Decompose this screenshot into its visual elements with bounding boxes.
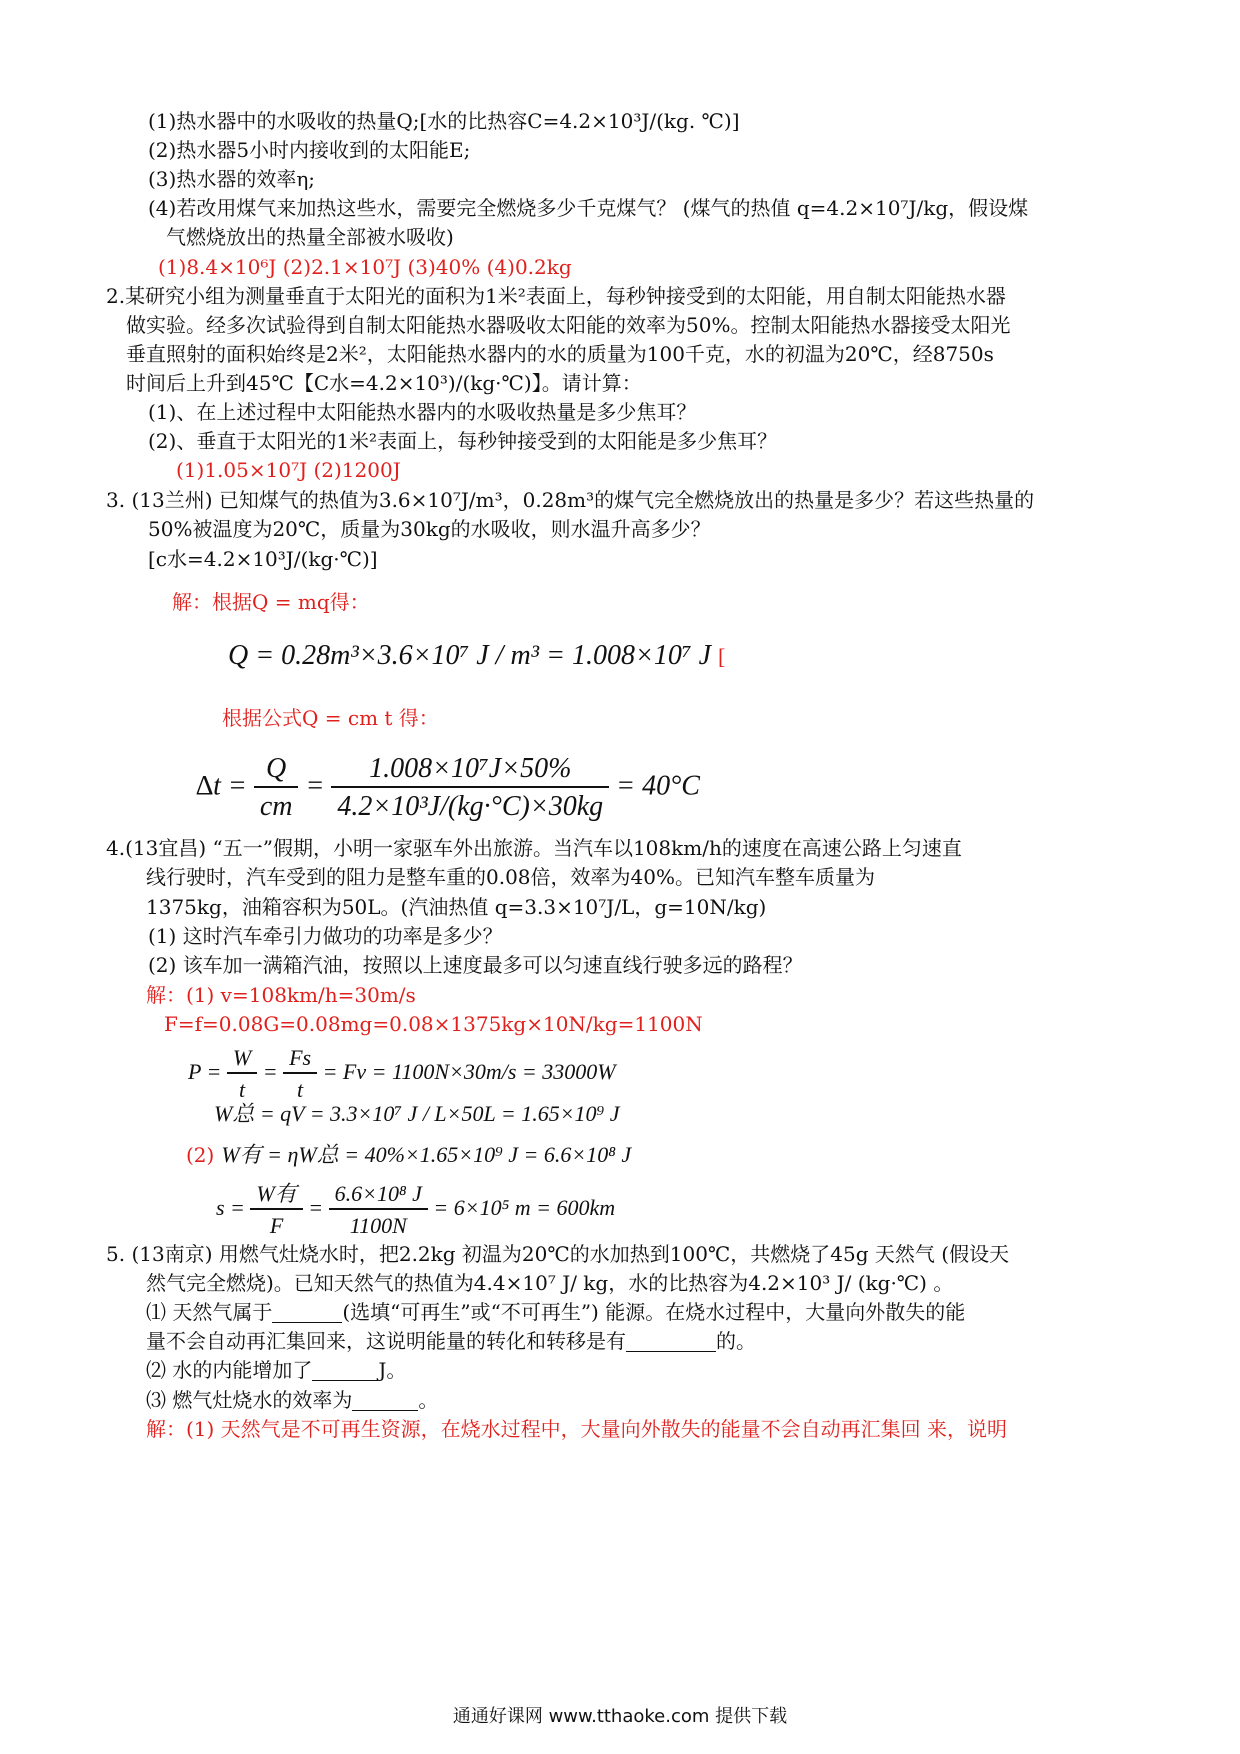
fraction-denominator: F xyxy=(250,1208,302,1240)
q5-part1-cont-lead: 量不会自动再汇集回来，这说明能量的转化和转移是有 xyxy=(146,1329,626,1353)
q1-part2: (2)热水器5小时内接收到的太阳能E; xyxy=(148,138,471,162)
q1-answers: (1)8.4×10⁶J (2)2.1×10⁷J (3)40% (4)0.2kg xyxy=(158,255,572,279)
fraction-denominator: t xyxy=(283,1072,317,1104)
q4-text-3: 1375kg，油箱容积为50L。(汽油热值 q=3.3×10⁷J/L，g=10N/kg) xyxy=(146,895,767,919)
q4-distance-equation: s = $\frac{\text{W有}}{F}$ = $\frac{\text{6.6×10⁸ J}}{1100N}$ = 6×10⁵ m = 600km xyxy=(216,1181,616,1238)
fraction-numerator: Q xyxy=(266,753,287,784)
q3-text-2: 50%被温度为20℃，质量为30kg的水吸收，则水温升高多少？ xyxy=(148,517,711,541)
fraction-numerator: Fs xyxy=(289,1045,312,1070)
q4-part2: (2) 该车加一满箱汽油，按照以上速度最多可以匀速直线行驶多远的路程？ xyxy=(148,953,803,977)
fraction-numerator: 1.008×10⁷J×50% xyxy=(369,753,572,784)
q4-total-work: W总 = qV = 3.3×10⁷ J / L×50L = 1.65×10⁹ J xyxy=(214,1101,620,1126)
distance-symbol: s = xyxy=(216,1195,245,1221)
q4-solution-1: 解：(1) v=108km/h=30m/s xyxy=(146,983,416,1007)
answer-blank[interactable] xyxy=(272,1300,342,1323)
fraction-denominator: 4.2×10³J/(kg·°C)×30kg xyxy=(331,786,609,824)
q1-part4-cont: 气燃烧放出的热量全部被水吸收) xyxy=(166,225,454,249)
q5-part1-cont xyxy=(146,1327,756,1355)
q4-fraction-fs-over-t xyxy=(283,1044,317,1104)
power-symbol: P = xyxy=(188,1059,222,1085)
q3-heat-equation xyxy=(228,642,725,671)
q2-part2: (2)、垂直于太阳光的1米²表面上，每秒钟接受到的太阳能是多少焦耳？ xyxy=(148,429,778,453)
fraction-numerator: W xyxy=(232,1045,252,1070)
q4-useful-work-equation: W有 = ηW总 = 40%×1.65×10⁹ J = 6.6×10⁸ J xyxy=(221,1142,632,1167)
q5-part1-lead: ⑴ 天然气属于 xyxy=(146,1300,273,1324)
q4-power-result: = Fv = 1100N×30m/s = 33000W xyxy=(322,1059,616,1085)
q4-power-equation: P = $\frac{W}{t}$ = $\frac{Fs}{t}$ = Fv = 1100N×30m/s = 33000W xyxy=(188,1045,616,1102)
q4-fraction-values xyxy=(329,1180,428,1240)
q2-text-1: 2.某研究小组为测量垂直于太阳光的面积为1米²表面上，每秒钟接受到的太阳能，用自制太阳能热水器 xyxy=(106,284,1006,308)
q5-part1-cont-trail: 的。 xyxy=(716,1329,756,1353)
q5-part3 xyxy=(146,1386,438,1414)
q1-part4: (4)若改用煤气来加热这些水，需要完全燃烧多少千克煤气？ (煤气的热值 q=4.2×10⁷J/kg，假设煤 xyxy=(148,196,1029,220)
fraction-denominator: t xyxy=(227,1072,257,1104)
q3-formula-intro: 根据公式Q = cm t 得： xyxy=(222,706,439,730)
q5-solution: 解：(1) 天然气是不可再生资源，在烧水过程中，大量向外散失的能量不会自动再汇集回 来，说明 xyxy=(146,1417,1008,1441)
q4-part2-tag: (2) xyxy=(186,1143,215,1167)
q5-part1 xyxy=(146,1298,965,1326)
q4-distance-result: = 6×10⁵ m = 600km xyxy=(433,1195,616,1221)
q3-fraction-values xyxy=(331,752,609,824)
fraction-denominator: cm xyxy=(254,786,299,824)
q1-part3: (3)热水器的效率η; xyxy=(148,167,316,191)
q4-text-1: 4.(13宜昌) “五一”假期，小明一家驱车外出旅游。当汽车以108km/h的速度在高速公路上匀速直 xyxy=(106,836,962,860)
q3-temperature-equation: ∆t = $\frac{Q}{cm}$ = $\frac{\text{1.008×10⁷J×50\%}}{\text{4.2×10³J/(kg·°C)×30kg}}$ = 40°C xyxy=(196,753,700,822)
q5-part3-lead: ⑶ 燃气灶烧水的效率为 xyxy=(146,1388,353,1412)
q2-text-3: 垂直照射的面积始终是2米²，太阳能热水器内的水的质量为100千克，水的初温为20℃，经8750s xyxy=(126,342,994,366)
q5-part1-trail: (选填“可再生”或“不可再生”) 能源。在烧水过程中，大量向外散失的能 xyxy=(342,1300,966,1324)
q1-part1: (1)热水器中的水吸收的热量Q;[水的比热容C=4.2×10³J/(kg. ℃)] xyxy=(148,109,740,133)
answer-blank[interactable] xyxy=(352,1388,418,1411)
q4-text-2: 线行驶时，汽车受到的阻力是整车重的0.08倍，效率为40%。已知汽车整车质量为 xyxy=(146,865,875,889)
q5-part3-trail: 。 xyxy=(418,1388,439,1412)
q5-text-2: 然气完全燃烧)。已知天然气的热值为4.4×10⁷ J/ kg，水的比热容为4.2×10³ J/ (kg·℃) 。 xyxy=(146,1271,954,1295)
q5-text-1: 5. (13南京) 用燃气灶烧水时，把2.2kg 初温为20℃的水加热到100℃，共燃烧了45g 天然气 (假设天 xyxy=(106,1242,1010,1266)
page-footer: 通通好课网 www.tthaoke.com 提供下载 xyxy=(452,1706,788,1727)
q5-part2-lead: ⑵ 水的内能增加了 xyxy=(146,1358,313,1382)
q3-result: = 40°C xyxy=(616,770,700,802)
q4-part1: (1) 这时汽车牵引力做功的功率是多少？ xyxy=(148,924,503,948)
q5-part2-trail: J。 xyxy=(378,1358,407,1382)
q2-text-2: 做实验。经多次试验得到自制太阳能热水器吸收太阳能的效率为50%。控制太阳能热水器接受太阳光 xyxy=(126,313,1011,337)
q5-part2 xyxy=(146,1356,406,1384)
q3-heat-equation-text: Q = 0.28m³×3.6×10⁷ J / m³ = 1.008×10⁷ J xyxy=(228,640,712,671)
q2-answers: (1)1.05×10⁷J (2)1200J xyxy=(176,458,401,482)
q3-fraction-q-over-cm xyxy=(254,752,299,824)
fraction-denominator: 1100N xyxy=(329,1208,428,1240)
answer-blank[interactable] xyxy=(626,1329,716,1352)
q2-text-4: 时间后上升到45℃【C水=4.2×10³)/(kg·℃)】。请计算： xyxy=(126,371,642,395)
q3-solution-intro: 解：根据Q = mq得： xyxy=(172,590,370,614)
q4-fraction-w-over-f xyxy=(250,1180,302,1240)
q3-given: [c水=4.2×10³J/(kg·℃)] xyxy=(148,547,378,571)
q2-part1: (1)、在上述过程中太阳能热水器内的水吸收热量是多少焦耳？ xyxy=(148,400,697,424)
q3-heat-bracket: [ xyxy=(718,644,726,669)
q3-delta-t: t = xyxy=(213,770,247,802)
q3-text-1: 3. (13兰州) 已知煤气的热值为3.6×10⁷J/m³，0.28m³的煤气完全燃烧放出的热量是多少？若这些热量的 xyxy=(106,488,1035,512)
answer-blank[interactable] xyxy=(312,1358,378,1381)
q4-fraction-w-over-t xyxy=(227,1044,257,1104)
q4-useful-work xyxy=(186,1141,631,1170)
fraction-numerator: W有 xyxy=(256,1181,297,1206)
q4-solution-force: F=f=0.08G=0.08mg=0.08×1375kg×10N/kg=1100N xyxy=(164,1012,703,1036)
delta-symbol: ∆ xyxy=(196,770,214,802)
fraction-numerator: 6.6×10⁸ J xyxy=(334,1181,422,1206)
